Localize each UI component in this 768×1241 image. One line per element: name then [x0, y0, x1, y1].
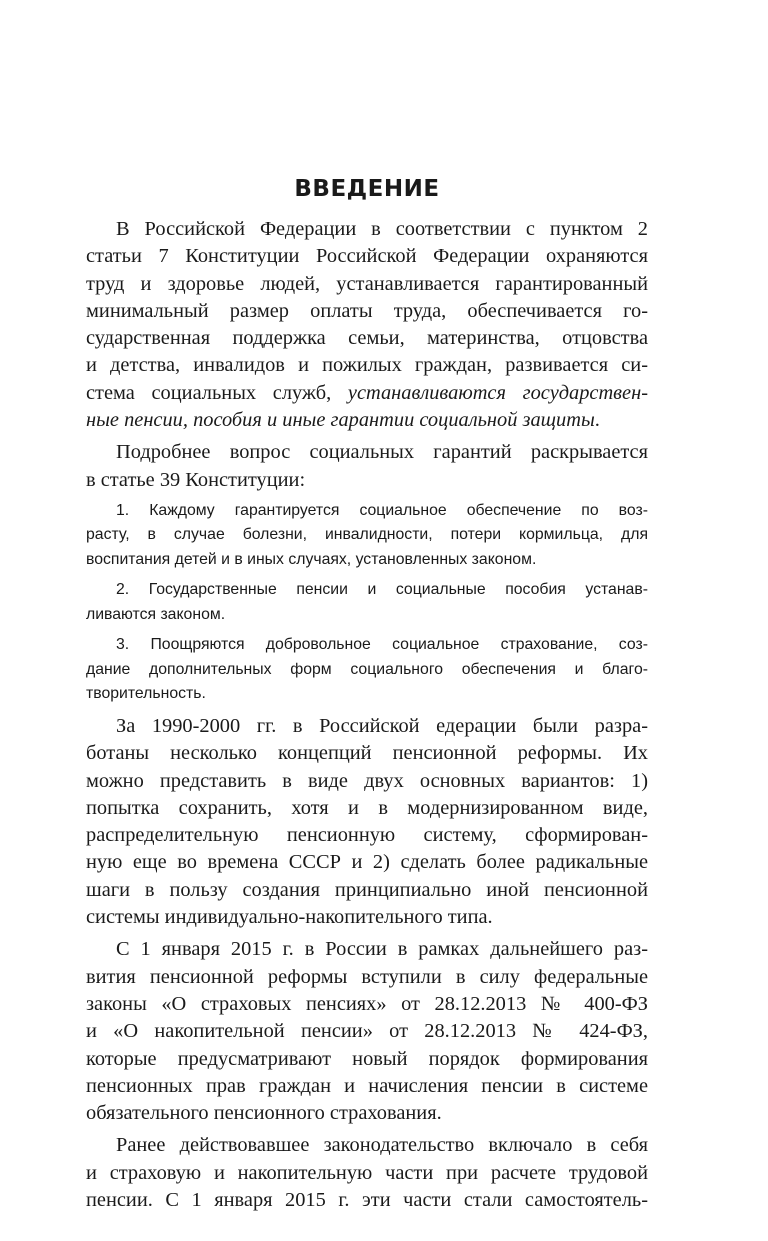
text-line: творительность.: [86, 685, 206, 703]
text-line: 2. Государственные пенсии и социальные пособия устанав-: [116, 581, 648, 599]
text-line: Подробнее вопрос социальных гарантий раскрывается: [116, 441, 648, 464]
page-title: ВВЕДЕНИЕ: [294, 176, 440, 202]
text-line-mixed: [86, 407, 648, 434]
text-normal: стема социальных служб,: [86, 381, 332, 404]
text-line: За 1990-2000 гг. в Российской едерации были разра-: [116, 714, 648, 737]
text-line: вития пенсионной реформы вступили в силу федеральные: [86, 965, 648, 988]
text-line: труд и здоровье людей, устанавливается гарантированный: [86, 272, 648, 295]
quote-item-1: [86, 499, 648, 573]
text-line: воспитания детей и в иных случаях, установленных законом.: [86, 550, 537, 568]
page-content: [86, 176, 648, 1219]
quote-item-2: [86, 578, 648, 627]
paragraph-reform-concepts: [86, 713, 648, 931]
text-line: расту, в случае болезни, инвалидности, потери кормильца, для: [86, 526, 648, 544]
text-line: дание дополнительных форм социального обеспечения и благо-: [86, 660, 648, 678]
text-line: 3. Поощряются добровольное социальное страхование, соз-: [116, 636, 648, 654]
text-line: можно представить в виде двух основных вариантов: 1): [86, 769, 648, 792]
text-line: и страховую и накопительную части при расчете трудовой: [86, 1161, 648, 1184]
paragraph-article-7: [86, 216, 648, 434]
text-line: Ранее действовавшее законодательство включало в себя: [116, 1134, 648, 1157]
text-line: и детства, инвалидов и пожилых граждан, развивается си-: [86, 354, 648, 377]
paragraph-previous-legislation: [86, 1132, 648, 1214]
text-italic: устанавливаются государствен-: [347, 381, 648, 404]
text-line: В Российской Федерации в соответствии с пунктом 2: [116, 218, 648, 240]
text-line: которые предусматривают новый порядок формирования: [86, 1047, 648, 1070]
text-line: минимальный размер оплаты труда, обеспечивается го-: [86, 299, 648, 322]
text-line: ливаются законом.: [86, 605, 226, 623]
text-line-mixed: [86, 380, 648, 407]
quote-item-3: [86, 633, 648, 707]
text-line: обязательного пенсионного страхования.: [86, 1102, 442, 1125]
text-line: пенсии. С 1 января 2015 г. эти части стали самостоятель-: [86, 1189, 648, 1212]
paragraph-2015-laws: [86, 936, 648, 1127]
text-line: 1. Каждому гарантируется социальное обеспечение по воз-: [116, 501, 648, 519]
text-line: шаги в пользу создания принципиально иной пенсионной: [86, 878, 648, 901]
text-line: системы индивидуально-накопительного типа.: [86, 906, 493, 929]
text-line: и «О накопительной пенсии» от 28.12.2013 № 424-ФЗ,: [86, 1020, 648, 1043]
text-line: распределительную пенсионную систему, сформирован-: [86, 824, 648, 847]
text-line: попытка сохранить, хотя и в модернизированном виде,: [86, 796, 648, 819]
text-line: С 1 января 2015 г. в России в рамках дальнейшего раз-: [116, 938, 648, 961]
text-normal: .: [594, 409, 600, 432]
text-italic: ные пенсии, пособия и иные гарантии социальной защиты: [86, 409, 595, 432]
paragraph-article-39-intro: [86, 439, 648, 494]
text-line: статьи 7 Конституции Российской Федерации охраняются: [86, 245, 648, 268]
text-line: ную еще во времена СССР и 2) сделать более радикальные: [86, 851, 648, 874]
text-line: ботаны несколько концепций пенсионной реформы. Их: [86, 742, 648, 765]
text-line: в статье 39 Конституции:: [86, 468, 306, 491]
text-line: пенсионных прав граждан и начисления пенсии в системе: [86, 1074, 648, 1097]
text-line: законы «О страховых пенсиях» от 28.12.2013 № 400-ФЗ: [86, 992, 648, 1015]
text-line: сударственная поддержка семьи, материнства, отцовства: [86, 327, 648, 350]
